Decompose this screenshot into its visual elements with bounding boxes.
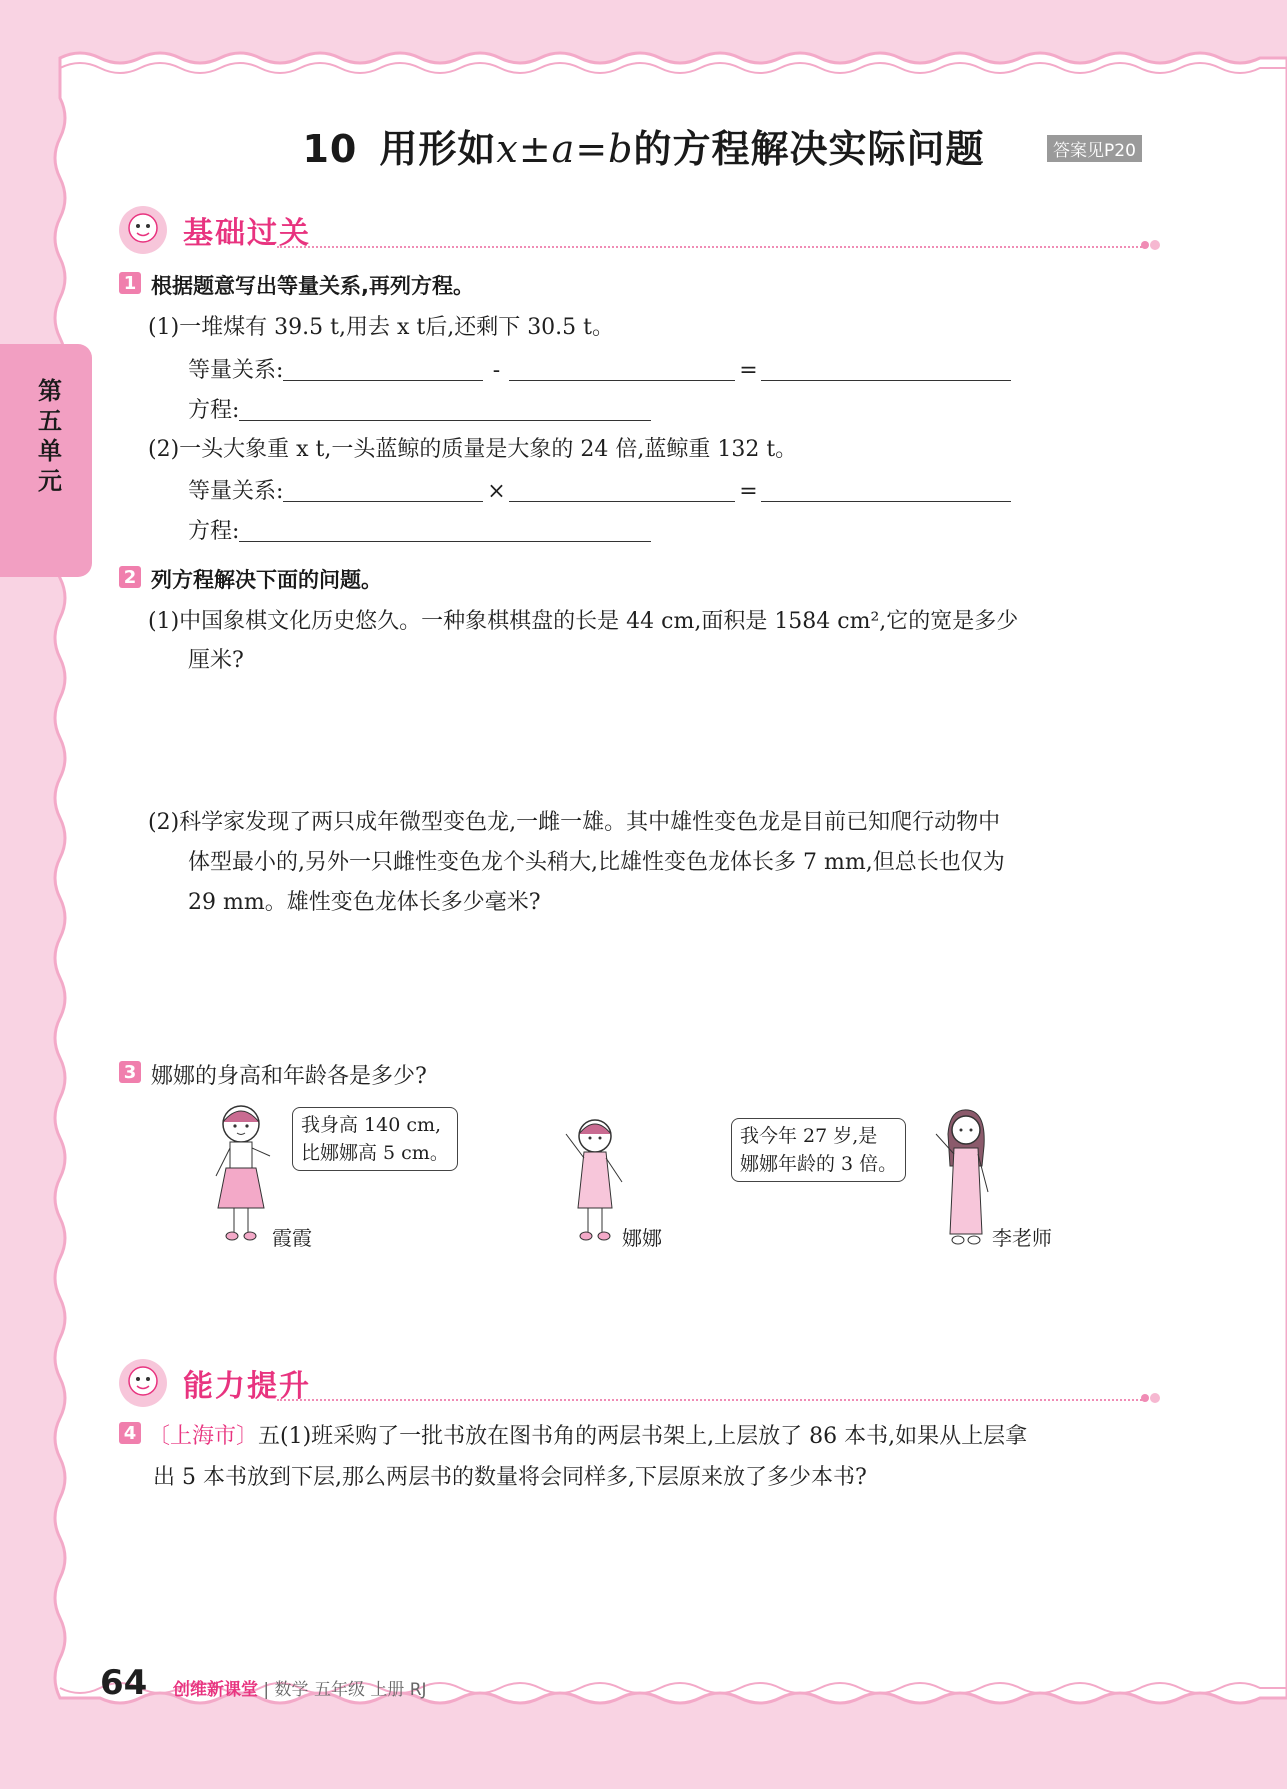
question-2-prompt: 列方程解决下面的问题。 [151, 568, 382, 592]
relation-label: 等量关系: [188, 479, 284, 504]
q2-part1-line2: 厘米? [188, 648, 244, 673]
title-equation: x±a=b [496, 127, 634, 171]
question-3-prompt: 娜娜的身高和年龄各是多少? [151, 1064, 427, 1089]
answer-reference: 答案见P20 [1047, 135, 1142, 162]
q2-part2-line3: 29 mm。雄性变色龙体长多少毫米? [188, 890, 541, 915]
bubble-line: 娜娜年龄的 3 倍。 [740, 1153, 898, 1175]
question-number-3: 3 [119, 1061, 141, 1083]
blank-field[interactable] [509, 360, 735, 381]
q4-line2: 出 5 本书放到下层,那么两层书的数量将会同样多,下层原来放了多少本书? [153, 1465, 867, 1490]
minus-sign: - [492, 358, 501, 383]
equals-sign: = [739, 479, 758, 504]
title-prefix: 用形如 [379, 127, 497, 171]
name-xiaxia: 霞霞 [272, 1226, 312, 1250]
q1-part2-text: (2)一头大象重 x t,一头蓝鲸的质量是大象的 24 倍,蓝鲸重 132 t。 [148, 437, 798, 462]
unit-side-tab [0, 344, 92, 577]
section-advanced-header [117, 1357, 1162, 1405]
name-nana: 娜娜 [622, 1226, 662, 1250]
speech-bubble-xiaxia [292, 1107, 458, 1171]
blank-field[interactable] [283, 481, 483, 502]
brand-name: 创维新课堂 [173, 1680, 258, 1700]
q2-part1-line1: (1)中国象棋文化历史悠久。一种象棋棋盘的长是 44 cm,面积是 1584 cm²,它的宽是多少 [148, 609, 1019, 634]
bubble-line: 比娜娜高 5 cm。 [301, 1142, 449, 1164]
region-tag: 〔上海市〕 [148, 1424, 259, 1449]
blank-field[interactable] [239, 521, 651, 542]
lesson-number: 10 [302, 127, 358, 171]
q1-part2-relation [188, 474, 1011, 505]
blank-field[interactable] [509, 481, 735, 502]
q1-part2-equation [188, 514, 651, 545]
blank-field[interactable] [239, 400, 651, 421]
footer-brand [173, 1675, 427, 1700]
question-number-1: 1 [119, 272, 141, 294]
q2-part2-line1: (2)科学家发现了两只成年微型变色龙,一雌一雄。其中雄性变色龙是目前已知爬行动物中 [148, 810, 1001, 835]
question-number-4: 4 [119, 1422, 141, 1444]
name-teacher-li: 李老师 [992, 1226, 1052, 1250]
q1-part1-equation [188, 393, 651, 424]
q1-part1-relation [188, 353, 1011, 384]
question-number-2: 2 [119, 566, 141, 588]
teacher-li-illustration [930, 1106, 1000, 1250]
section-divider [277, 1399, 1142, 1401]
equation-label: 方程: [188, 398, 240, 423]
equation-label: 方程: [188, 519, 240, 544]
section-mascot-icon [117, 1357, 169, 1409]
section-basic-header [117, 204, 1162, 252]
girl-nana-illustration [560, 1112, 630, 1248]
times-sign: × [487, 479, 506, 504]
section-basic-title: 基础过关 [183, 216, 311, 251]
bubble-line: 我今年 27 岁,是 [740, 1125, 878, 1147]
girl-xiaxia-illustration [208, 1098, 278, 1248]
q2-part2-line2: 体型最小的,另外一只雌性变色龙个头稍大,比雄性变色龙体长多 7 mm,但总长也仅为 [188, 850, 1005, 875]
q4-line1-text: 五(1)班采购了一批书放在图书角的两层书架上,上层放了 86 本书,如果从上层拿 [258, 1424, 1028, 1449]
page-number: 64 [100, 1663, 148, 1703]
title-suffix: 的方程解决实际问题 [633, 127, 985, 171]
question-1-prompt: 根据题意写出等量关系,再列方程。 [151, 274, 474, 298]
blank-field[interactable] [761, 481, 1011, 502]
section-mascot-icon [117, 204, 169, 256]
bubble-line: 我身高 140 cm, [301, 1114, 442, 1136]
q1-part1-text: (1)一堆煤有 39.5 t,用去 x t后,还剩下 30.5 t。 [148, 315, 615, 340]
section-advanced-title: 能力提升 [183, 1369, 311, 1404]
book-info: | 数学 五年级 上册 RJ [263, 1680, 427, 1700]
q4-line1 [148, 1419, 1027, 1450]
divider-dots-icon [1140, 1391, 1162, 1405]
unit-label: 第五单元 [38, 377, 62, 495]
blank-field[interactable] [283, 360, 483, 381]
section-divider [277, 246, 1142, 248]
divider-dots-icon [1140, 238, 1162, 252]
speech-bubble-teacher [731, 1118, 906, 1182]
blank-field[interactable] [761, 360, 1011, 381]
relation-label: 等量关系: [188, 358, 284, 383]
equals-sign: = [739, 358, 758, 383]
